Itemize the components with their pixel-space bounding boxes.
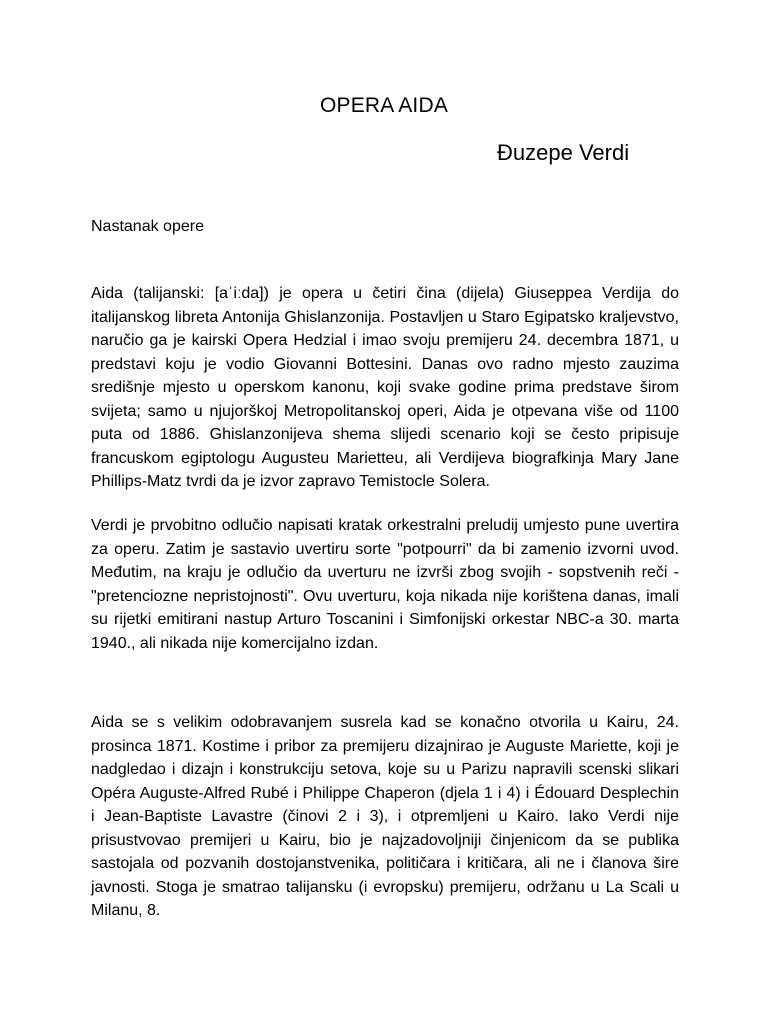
document-title: OPERA AIDA: [319, 94, 449, 117]
paragraph-1: Aida (talijanski: [aˈiːda]) je opera u četiri čina (dijela) Giuseppea Verdija do italijanskog libreta Antonija Ghislanzonija. Postavljen u Staro Egipatsko kraljevstvo, naručio ga je kairski Opera Hedzial i imao svoju premijeru 24. decembra 1871, u predstavi koju je vodio Giovanni Bottesini. Danas ovo radno mjesto zauzima središnje mjesto u operskom kanonu, koji svake godine prima predstave širom svijeta; samo u njujorškoj Metropolitanskoj operi, Aida je otpevana više od 1100 puta od 1886. Ghislanzonijeva shema slijedi scenario koji se često pripisuje francuskom egiptologu Augusteu Marietteu, ali Verdijeva biografkinja Mary Jane Phillips-Matz tvrdi da je izvor zapravo Temistocle Solera.: [91, 285, 679, 490]
section-heading: Nastanak opere: [91, 218, 204, 235]
paragraph-2: Verdi je prvobitno odlučio napisati kratak orkestralni preludij umjesto pune uvertira za operu. Zatim je sastavio uvertiru sorte "potpourri" da bi zamenio izvorni uvod. Međutim, na kraju je odlučio da uverturu ne izvrši zbog svojih - sopstvenih reči - "pretenciozne nepristojnosti". Ovu uverturu, koja nikada nije korištena danas, imali su rijetki emitirani nastup Arturo Toscanini i Simfonijski orkestar NBC-a 30. marta 1940., ali nikada nije komercijalno izdan.: [91, 517, 679, 652]
paragraph-3: Aida se s velikim odobravanjem susrela kad se konačno otvorila u Kairu, 24. prosinca 1871. Kostime i pribor za premijeru dizajnirao je Auguste Mariette, koji je nadgledao i dizajn i konstrukciju setova, koje su u Parizu napravili scenski slikari Opéra Auguste-Alfred Rubé i Philippe Chaperon (djela 1 i 4) i Édouard Desplechin i Jean-Baptiste Lavastre (činovi 2 i 3), i otpremljeni u Kairo. Iako Verdi nije prisustvovao premijeri u Kairu, bio je najzadovoljniji činjenicom da se publika sastojala od pozvanih dostojanstvenika, političara i kritičara, ali ne i članova šire javnosti. Stoga je smatrao talijansku (i evropsku) premijeru, održanu u La Scali u Milanu, 8.: [91, 714, 679, 919]
document-author: Đuzepe Verdi: [497, 140, 630, 165]
